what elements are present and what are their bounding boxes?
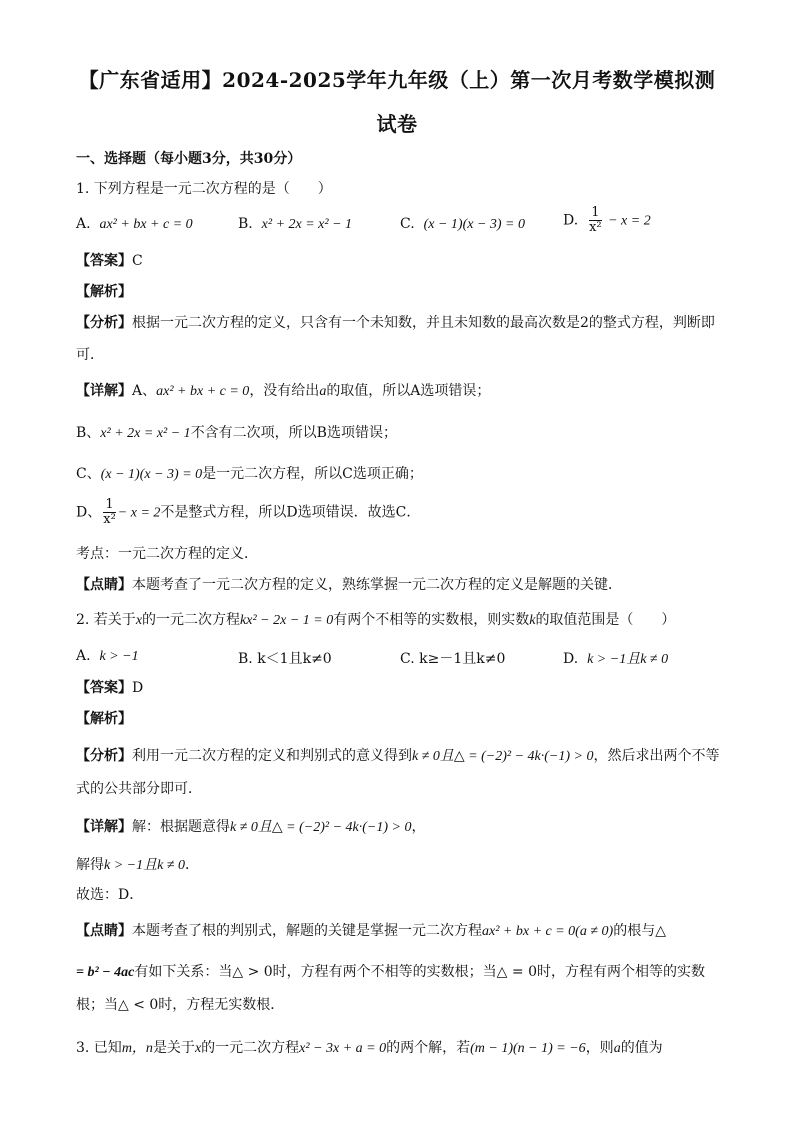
q2-jiexi: 【解析】	[76, 711, 132, 727]
q2-option-c: C. k≥－1且k≠0	[400, 651, 506, 667]
q1-option-c-math: (x − 1)(x − 3) = 0	[423, 217, 525, 232]
q1-detail-c: C、(x − 1)(x − 3) = 0是一元二次方程，所以C选项正确；	[76, 466, 423, 482]
q1-option-c: C. (x − 1)(x − 3) = 0	[400, 216, 525, 232]
q1-detail-b: B、x² + 2x = x² − 1不含有二次项，所以B选项错误；	[76, 425, 397, 441]
document-title-line2: 试卷	[376, 112, 418, 136]
question-3-stem: 3. 已知m，n是关于x的一元二次方程x² − 3x + a = 0的两个解，若(m − 1)(n − 1) = −6，则a的值为	[76, 1040, 663, 1056]
q1-option-a: A. ax² + bx + c = 0	[76, 216, 193, 232]
question-2-stem: 2. 若关于x的一元二次方程kx² − 2x − 1 = 0有两个不相等的实数根，则实数k的取值范围是（ ）	[76, 612, 676, 628]
q2-choose: 故选：D．	[76, 887, 144, 903]
q1-analysis: 【分析】根据一元二次方程的定义，只含有一个未知数，并且未知数的最高次数是2的整式方程，判断即可．	[76, 315, 715, 363]
q2-option-b: B. k＜1且k≠0	[238, 651, 332, 667]
q1-comment: 【点睛】本题考查了一元二次方程的定义，熟练掌握一元二次方程的定义是解题的关键．	[76, 577, 622, 593]
q1-answer: 【答案】C	[76, 253, 143, 269]
q1-option-d: D. $\frac{1}{\text{x²}}$ − x = 2	[563, 205, 651, 235]
q2-comment: 【点睛】本题考查了根的判别式，解题的关键是掌握一元二次方程ax² + bx + c = 0(a ≠ 0)的根与△	[76, 923, 666, 939]
q2-detail: 【详解】解：根据题意得k ≠ 0且△ = (−2)² − 4k·(−1) > 0，	[76, 819, 426, 835]
document-title-line1: 【广东省适用】2024-2025学年九年级（上）第一次月考数学模拟测	[78, 68, 716, 92]
q2-solve: 解得k > −1且k ≠ 0．	[76, 857, 200, 873]
section-heading: 一、选择题（每小题3分，共30分）	[76, 151, 302, 167]
q2-option-d: D. k > −1且k ≠ 0	[563, 651, 669, 667]
q1-detail-a: 【详解】A、ax² + bx + c = 0，没有给出a的取值，所以A选项错误；	[76, 383, 491, 399]
q1-option-d-fraction: $\frac{1}{\text{x²}}$	[589, 205, 602, 235]
q2-answer: 【答案】D	[76, 680, 144, 696]
q1-detail-d: D、 $\frac{1}{\text{x²}}$ − x = 2不是整式方程，所以D选项错误．故选C．	[76, 497, 421, 527]
q2-comment-cont: = b² − 4ac有如下关系：当△ > 0时，方程有两个不相等的实数根；当△ = 0时，方程有两个相等的实数根；当△ < 0时，方程无实数根．	[76, 964, 705, 1013]
q1-jiexi: 【解析】	[76, 284, 132, 300]
q2-option-a: A. k > −1	[76, 648, 139, 664]
q1-option-a-math: ax² + bx + c = 0	[99, 217, 193, 232]
q1-option-b-math: x² + 2x = x² − 1	[261, 217, 353, 232]
q2-analysis: 【分析】利用一元二次方程的定义和判别式的意义得到k ≠ 0且△ = (−2)² − 4k·(−1) > 0，然后求出两个不等式的公共部分即可．	[76, 748, 720, 797]
q1-kaodian: 考点：一元二次方程的定义．	[76, 546, 258, 562]
q1-detail-d-fraction: $\frac{1}{\text{x²}}$	[103, 497, 116, 527]
question-1-stem: 1. 下列方程是一元二次方程的是（ ）	[76, 181, 332, 197]
q1-option-b: B. x² + 2x = x² − 1	[238, 216, 353, 232]
